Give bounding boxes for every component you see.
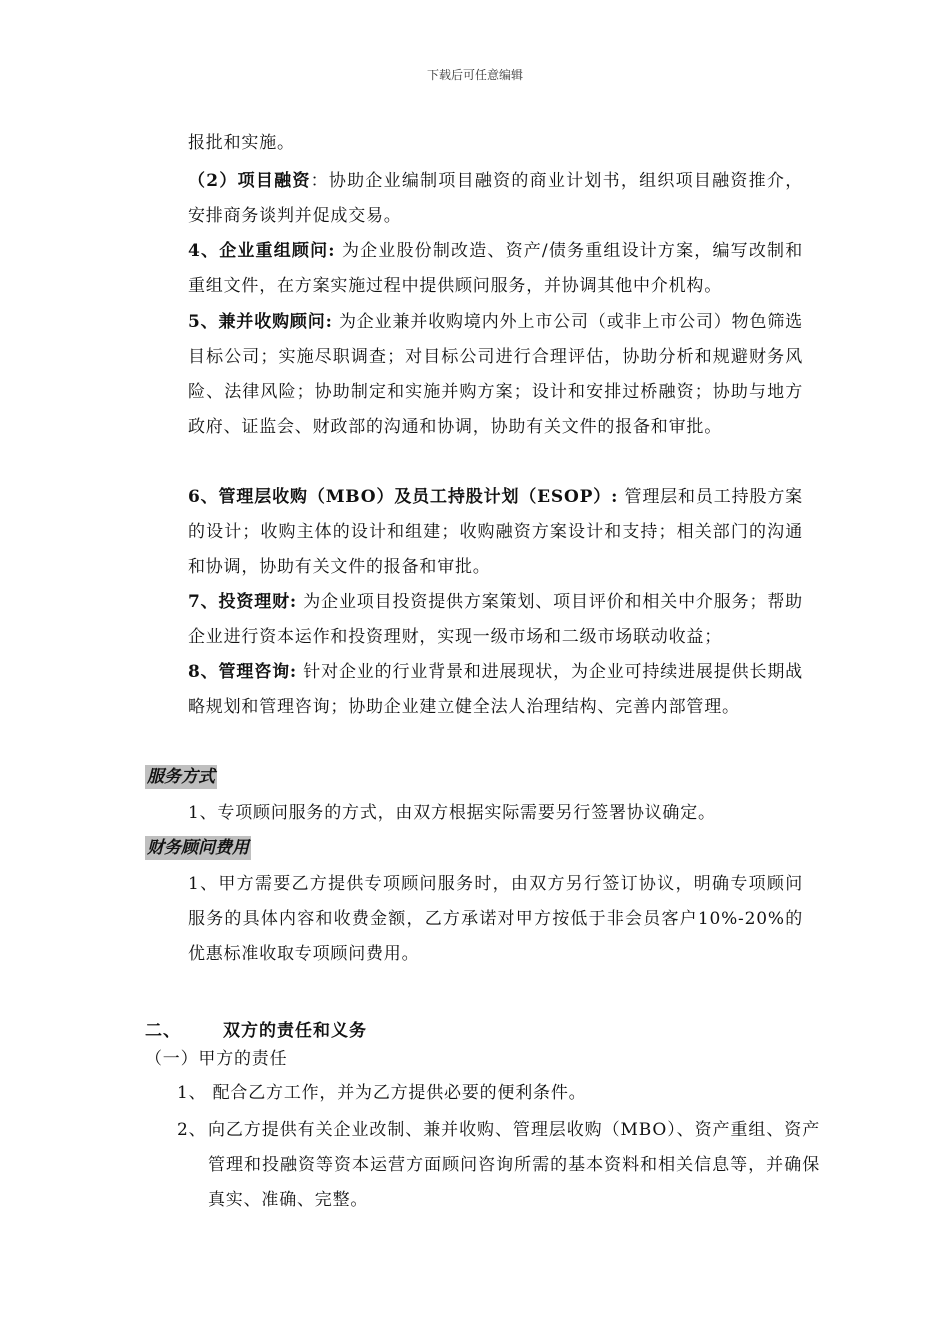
paragraph-approval [188,126,803,161]
fees-item: 1、甲方需要乙方提供专项顾问服务时，由双方另行签订协议，明确专项顾问服务的具体内容和收费金额，乙方承诺对甲方按低于非会员客户10%-20%的优惠标准收取专项顾问费用。 [188,874,803,964]
item-label: 6、管理层收购（MBO）及员工持股计划（ESOP）: [188,487,619,507]
paragraph-project-financing [188,164,803,234]
section-heading-responsibilities [145,1016,367,1041]
paragraph-text: 针对企业的行业背景和进展现状，为企业可持续进展提供长期战略规划和管理咨询；协助企业建立健全法人治理结构、完善内部管理。 [188,662,803,717]
paragraph-restructuring [188,234,803,304]
paragraph-consulting [188,655,803,725]
item-label: 8、管理咨询: [188,662,297,682]
paragraph-text: 为企业兼并收购境内外上市公司（或非上市公司）物色筛选目标公司；实施尽职调查；对目标公司进行合理评估，协助分析和规避财务风险、法律风险；协助制定和实施并购方案；设计和安排过桥融资；协助与地方政府、证监会、财政部的沟通和协调，协助有关文件的报备和审批。 [188,312,803,437]
subsection-party-a: （一）甲方的责任 [145,1049,288,1069]
paragraph-text: 管理层和员工持股方案的设计；收购主体的设计和组建；收购融资方案设计和支持；相关部门的沟通和协调，协助有关文件的报备和审批。 [188,487,803,577]
item-label: （2）项目融资 [188,171,311,191]
paragraph-text: ：协助企业编制项目融资的商业计划书，组织项目融资推介，安排商务谈判并促成交易。 [188,171,803,226]
paragraph-text: 报批和实施。 [188,133,295,153]
page-header: 下载后可任意编辑 [426,68,523,82]
section-heading-text: 双方的责任和义务 [223,1021,367,1041]
paragraph-mbo-esop [188,480,803,585]
item-label: 5、兼并收购顾问: [188,312,333,332]
section-title-service-mode: 服务方式 [147,767,215,787]
paragraph-investment [188,585,803,655]
party-a-item-2-number: 2、 [177,1120,207,1140]
section-number: 二、 [145,1021,181,1041]
item-label: 7、投资理财: [188,592,297,612]
party-a-item-1: 1、 配合乙方工作，并为乙方提供必要的便利条件。 [177,1083,587,1103]
section-title-fees: 财务顾问费用 [147,838,249,858]
item-label: 4、企业重组顾问: [188,241,336,261]
paragraph-text: 为企业项目投资提供方案策划、项目评价和相关中介服务；帮助企业进行资本运作和投资理财，实现一级市场和二级市场联动收益； [188,592,803,647]
paragraph-text: 为企业股份制改造、资产/债务重组设计方案，编写改制和重组文件，在方案实施过程中提供顾问服务，并协调其他中介机构。 [188,241,803,296]
service-mode-item: 1、专项顾问服务的方式，由双方根据实际需要另行签署协议确定。 [188,803,716,823]
paragraph-mna [188,305,803,445]
party-a-item-2-text: 向乙方提供有关企业改制、兼并收购、管理层收购（MBO）、资产重组、资产管理和投融资等资本运营方面顾问咨询所需的基本资料和相关信息等，并确保真实、准确、完整。 [208,1120,820,1210]
